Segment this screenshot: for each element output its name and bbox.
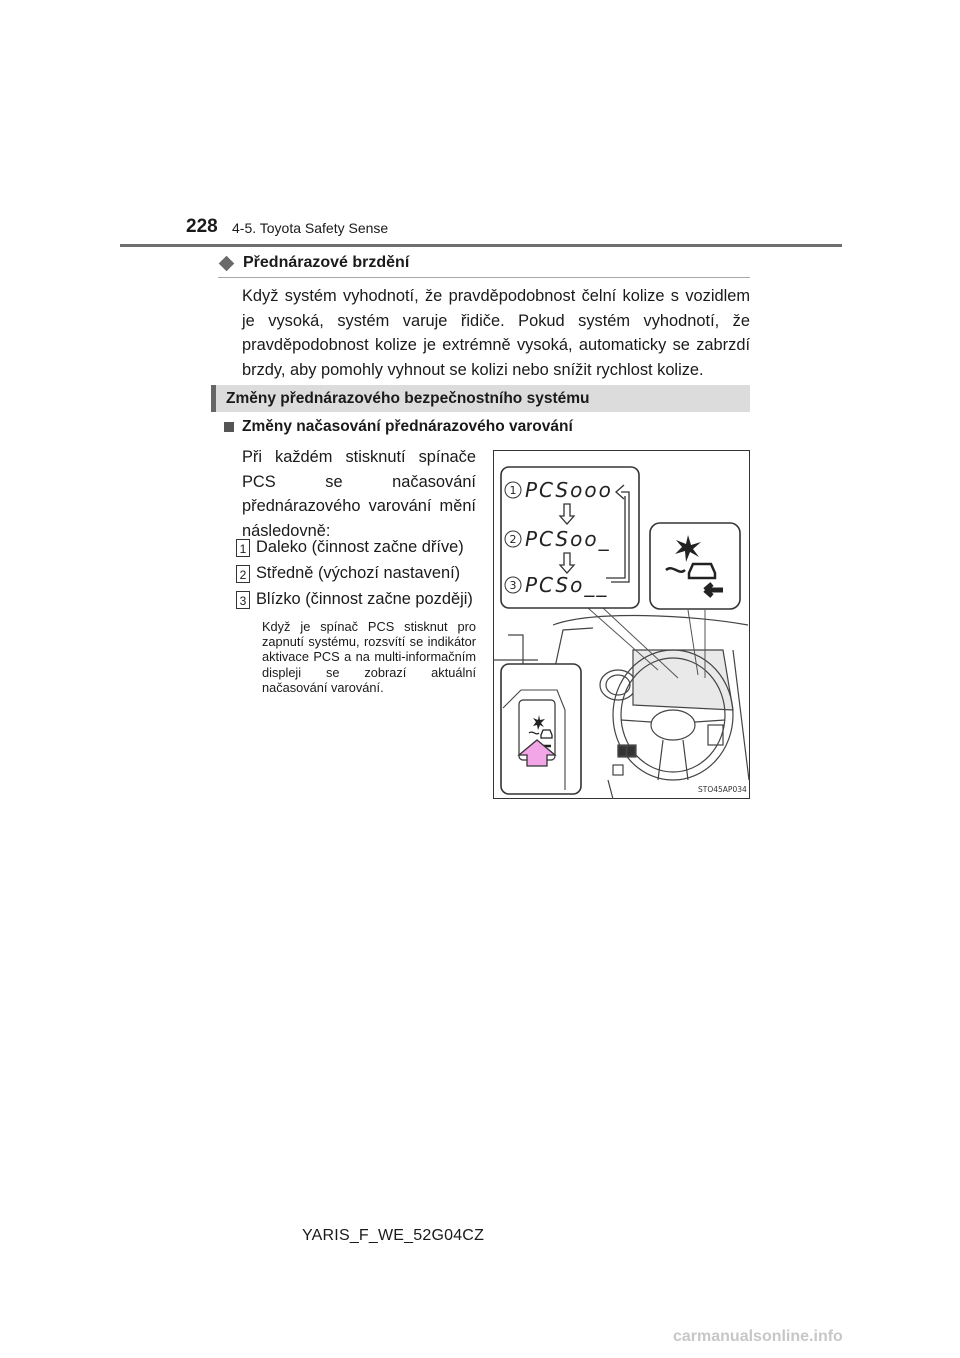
illustration-code: STO45AP034 (698, 785, 747, 794)
display-number-1-text: 1 (509, 484, 517, 497)
option-label: Středně (výchozí nastavení) (256, 564, 461, 582)
display-2-text: PCSoo_ (525, 527, 611, 551)
diamond-bullet-icon (219, 255, 235, 271)
display-number-3-text: 3 (509, 579, 517, 592)
watermark: carmanualsonline.info (673, 1328, 843, 1345)
timing-option-3 (236, 590, 473, 609)
timing-option-1 (236, 538, 464, 557)
timing-paragraph: Při každém stisknutí spínače PCS se načasování přednárazového varování mění následovně: (242, 448, 476, 540)
intro-paragraph: Když systém vyhodnotí, že pravděpodobnost čelní kolize s vozidlem je vysoká, systém varuje řidiče. Pokud systém vyhodnotí, že pravděpodobnost kolize je extrémně vysoká, automaticky se zabrzdí brzdy, aby pomohly vyhnout se kolizi nebo snížit rychlost kolize. (242, 287, 750, 379)
section-title: 4-5. Toyota Safety Sense (232, 220, 389, 236)
footer-code: YARIS_F_WE_52G04CZ (302, 1227, 485, 1244)
display-number-2-text: 2 (509, 533, 517, 546)
subsection-rule (218, 277, 750, 278)
option-number: 1 (236, 539, 250, 557)
timing-option-2 (236, 564, 460, 583)
square-bullet-icon (224, 422, 234, 432)
timing-heading (224, 418, 573, 436)
option-label: Daleko (činnost začne dříve) (256, 538, 464, 556)
subsection-title: Přednárazové brzdění (243, 254, 410, 271)
pcs-illustration (493, 450, 750, 799)
page-number: 228 (186, 216, 218, 237)
header-rule (120, 244, 842, 247)
timing-heading-text: Změny načasování přednárazového varování (242, 418, 573, 435)
display-3-text: PCSo__ (525, 573, 609, 597)
display-1-text: PCSooo (525, 478, 613, 502)
option-label: Blízko (činnost začne později) (256, 590, 473, 608)
subsection-heading (218, 254, 409, 272)
option-number: 2 (236, 565, 250, 583)
option-number: 3 (236, 591, 250, 609)
note-paragraph: Když je spínač PCS stisknut pro zapnutí systému, rozsvítí se indikátor aktivace PCS a na multi-informačním displeji se zobrazí aktuální načasování varování. (262, 619, 476, 695)
changes-heading: Změny přednárazového bezpečnostního systému (211, 385, 750, 412)
pcs-indicator-box (650, 523, 740, 609)
